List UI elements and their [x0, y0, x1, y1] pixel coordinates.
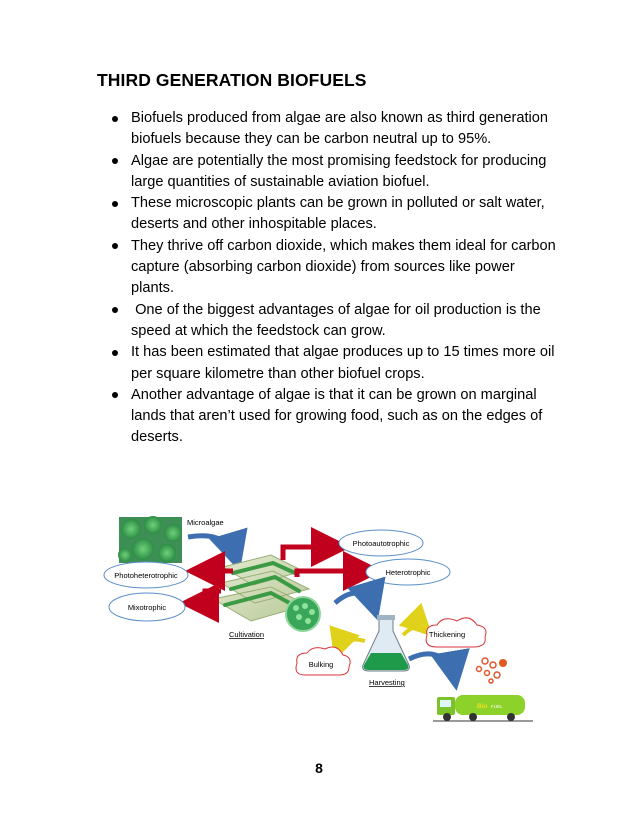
bullet-icon: [112, 392, 118, 398]
bullet-item: [97, 108, 557, 151]
gears-icon: [477, 658, 508, 683]
bulking-label: Bulking: [308, 660, 334, 669]
photoheterotrophic-label: Photoheterotrophic: [114, 571, 178, 580]
bullet-icon: [112, 116, 118, 122]
flow-arrow: [297, 571, 373, 577]
bullet-text: It has been estimated that algae produces up to 15 times more oil per square kilometre than other biofuel crops.: [131, 344, 555, 382]
truck-fuel-label: FUEL: [491, 704, 503, 709]
bullet-icon: [112, 158, 118, 164]
bullet-item: [97, 236, 557, 300]
heterotrophic-label: Heterotrophic: [385, 568, 431, 577]
truck-bio-label: Bio: [477, 703, 488, 710]
thickening-label: Thickening: [428, 630, 466, 639]
photoautotrophic-label: Photoautotrophic: [352, 539, 410, 548]
bullet-icon: [112, 201, 118, 207]
bullet-text: Algae are potentially the most promising feedstock for producing large quantities of sustainable aviation biofuel.: [131, 152, 547, 190]
harvesting-label: Harvesting: [369, 678, 405, 687]
bullet-item: [97, 300, 557, 343]
bullet-item: [97, 342, 557, 385]
bullet-text: Another advantage of algae is that it can be grown on marginal lands that aren’t used for growing food, such as on the edges of deserts.: [131, 386, 543, 446]
bullet-text: Biofuels produced from algae are also known as third generation biofuels because they can be carbon neutral up to 95%.: [131, 110, 548, 148]
microalgae-image: [118, 516, 182, 563]
mixotrophic-label: Mixotrophic: [127, 603, 167, 612]
bullet-text: These microscopic plants can be grown in polluted or salt water, deserts and other inhospitable places.: [131, 195, 545, 233]
algae-cell-icon: [286, 597, 320, 631]
bullet-icon: [112, 350, 118, 356]
flask-icon: [363, 615, 410, 671]
flow-arrow: [283, 547, 341, 560]
microalgae-label: Microalgae: [187, 518, 224, 527]
bullet-item: [97, 151, 557, 194]
algae-biofuel-diagram: [103, 507, 543, 729]
flow-arrow: [337, 640, 365, 654]
flow-arrow: [403, 627, 427, 635]
bullet-item: [97, 193, 557, 236]
flow-arrow: [188, 536, 237, 562]
flow-arrow: [409, 654, 455, 681]
page-number: 8: [315, 760, 323, 776]
bullet-item: [97, 385, 557, 449]
bullet-icon: [112, 307, 118, 313]
bullet-list: [97, 108, 557, 449]
bullet-text: They thrive off carbon dioxide, which makes them ideal for carbon capture (absorbing carbon dioxide) from sources like power plants.: [131, 237, 556, 297]
bullet-icon: [112, 243, 118, 249]
cultivation-label: Cultivation: [229, 630, 265, 639]
flow-arrow: [335, 593, 375, 611]
page-title: THIRD GENERATION BIOFUELS: [97, 70, 367, 90]
bullet-text: One of the biggest advantages of algae for oil production is the speed at which the feedstock can grow.: [131, 301, 545, 339]
